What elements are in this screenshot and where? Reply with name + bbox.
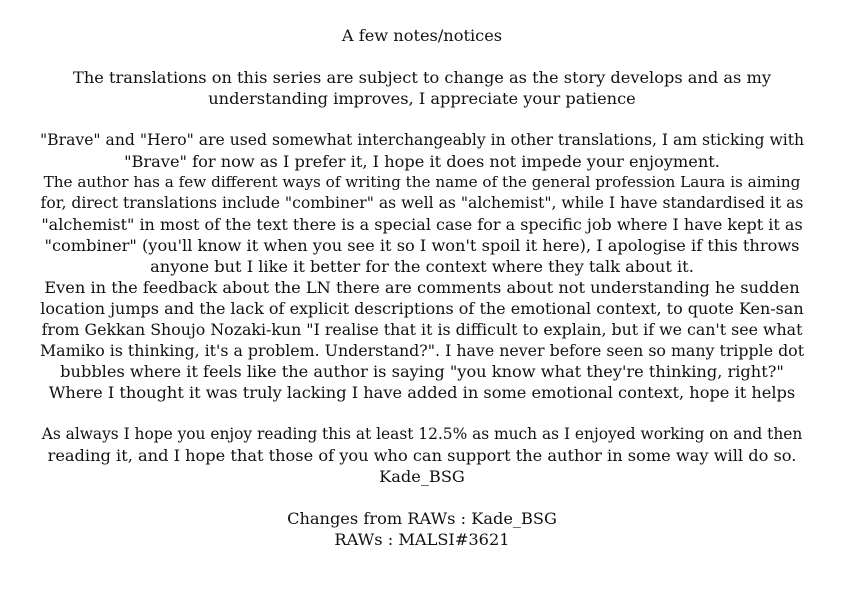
feedback-note-line: Mamiko is thinking, it's a problem. Understand?". I have never before seen so many tripple dot bbox=[40, 341, 805, 360]
combiner-note-line: anyone but I like it better for the context where they talk about it. bbox=[150, 257, 694, 276]
closing-paragraph bbox=[40, 424, 804, 487]
combiner-note-line: The author has a few different ways of writing the name of the general profession Laura is aiming bbox=[43, 173, 801, 191]
signature: Kade_BSG bbox=[379, 467, 465, 486]
credits-raws: RAWs : MALSI#3621 bbox=[334, 530, 510, 549]
title-text: A few notes/notices bbox=[341, 26, 503, 45]
feedback-note-line: from Gekkan Shoujo Nozaki-kun "I realise that it is difficult to explain, but if we can't see what bbox=[41, 320, 803, 339]
combiner-note-line: "alchemist" in most of the text there is a special case for a specific job where I have kept it as bbox=[41, 215, 803, 234]
closing-line: As always I hope you enjoy reading this at least 12.5% as much as I enjoyed working on and then bbox=[41, 425, 803, 443]
feedback-note-line: Where I thought it was truly lacking I have added in some emotional context, hope it helps bbox=[48, 383, 796, 402]
notes-paragraph bbox=[40, 130, 804, 403]
intro-paragraph bbox=[40, 67, 804, 109]
brave-note-line: "Brave" for now as I prefer it, I hope it does not impede your enjoyment. bbox=[124, 152, 720, 171]
closing-line: reading it, and I hope that those of you who can support the author in some way will do so. bbox=[47, 446, 797, 465]
feedback-note-line: Even in the feedback about the LN there are comments about not understanding he sudden bbox=[44, 278, 800, 297]
brave-note-line: "Brave" and "Hero" are used somewhat interchangeably in other translations, I am sticking with bbox=[40, 131, 805, 149]
combiner-note-line: for, direct translations include "combiner" as well as "alchemist", while I have standardised it as bbox=[40, 194, 804, 212]
credits bbox=[40, 508, 804, 550]
intro-line: The translations on this series are subject to change as the story develops and as my bbox=[73, 68, 771, 87]
credits-changes: Changes from RAWs : Kade_BSG bbox=[287, 509, 557, 528]
combiner-note-line: "combiner" (you'll know it when you see it so I won't spoil it here), I apologise if this throws bbox=[44, 236, 800, 255]
intro-line: understanding improves, I appreciate your patience bbox=[208, 89, 636, 108]
page-title bbox=[40, 25, 804, 46]
feedback-note-line: location jumps and the lack of explicit descriptions of the emotional context, to quote Ken-san bbox=[40, 299, 804, 318]
feedback-note-line: bubbles where it feels like the author is saying "you know what they're thinking, right?" bbox=[60, 362, 784, 381]
